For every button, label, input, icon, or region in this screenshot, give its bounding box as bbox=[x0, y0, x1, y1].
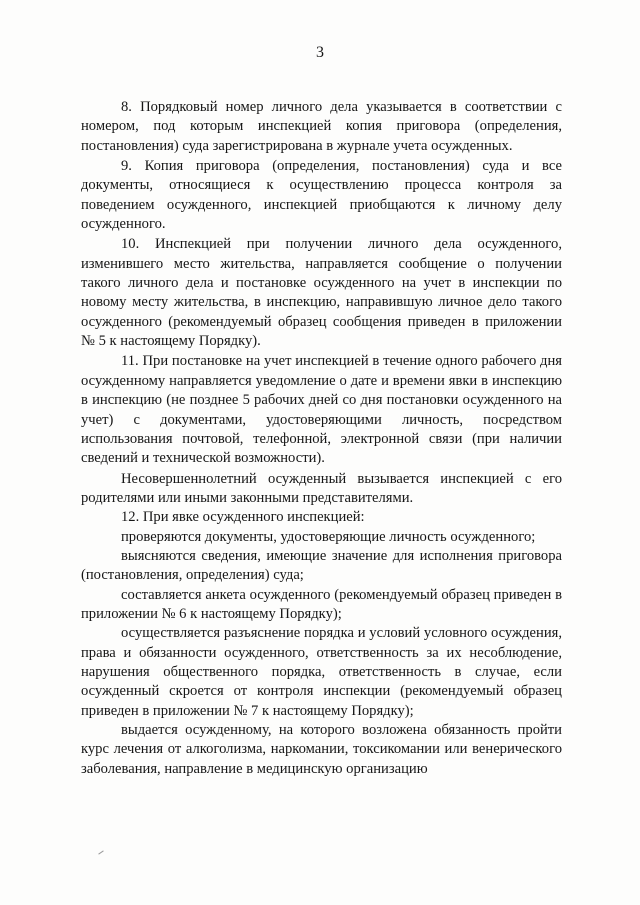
scan-mark bbox=[98, 850, 103, 854]
page-number: 3 bbox=[316, 44, 324, 61]
paragraph-9: 9. Копия приговора (определения, постановления) суда и все документы, относящиеся к осуществлению процесса контроля за поведением осужденного, инспекцией приобщаются к личному делу осужденного. bbox=[81, 158, 562, 233]
paragraph-12: 12. При явке осужденного инспекцией: bbox=[121, 509, 365, 526]
document-body bbox=[81, 98, 562, 779]
list-item-information: выясняются сведения, имеющие значение для исполнения приговора (постановления, определения) суда; bbox=[81, 547, 562, 584]
paragraph-11: 11. При постановке на учет инспекцией в течение одного рабочего дня осужденному направляется уведомление о дате и времени явки в инспекцию в инспекцию (не позднее 5 рабочих дней со дня постановки осужденного на учет) с документами, удостоверяющими личность, посредством использования почтовой, телефонной, электронной связи (при наличии сведений и технической возможности). bbox=[81, 353, 562, 467]
list-item-documents-check: проверяются документы, удостоверяющие личность осужденного; bbox=[121, 528, 536, 545]
list-item-explanation: осуществляется разъяснение порядка и условий условного осуждения, права и обязанности осужденного, ответственность за их несоблюдение, нарушения общественного порядка, ответственность в случае, если осужденный скроется от контроля инспекции (рекомендуемый образец приведен в приложении № 7 к настоящему Порядку); bbox=[81, 625, 562, 719]
list-item-questionnaire: составляется анкета осужденного (рекомендуемый образец приведен в приложении № 6 к настоящему Порядку); bbox=[81, 586, 562, 622]
list-item-medical-referral: выдается осужденному, на которого возложена обязанность пройти курс лечения от алкоголизма, наркомании, токсикомании или венерического заболевания, направление в медицинскую организацию bbox=[81, 722, 562, 777]
paragraph-8: 8. Порядковый номер личного дела указывается в соответствии с номером, под которым инспекцией копия приговора (определения, постановления) суда зарегистрирована в журнале учета осужденных. bbox=[81, 99, 562, 154]
paragraph-10: 10. Инспекцией при получении личного дела осужденного, изменившего место жительства, направляется сообщение о получении такого личного дела и постановке осужденного на учет в инспекции по новому месту жительства, в инспекцию, направившую личное дело такого осужденного (рекомендуемый образец сообщения приведен в приложении № 5 к настоящему Порядку). bbox=[81, 236, 562, 350]
paragraph-minor-convict: Несовершеннолетний осужденный вызывается инспекцией с его родителями или иными законными представителями. bbox=[81, 470, 562, 506]
